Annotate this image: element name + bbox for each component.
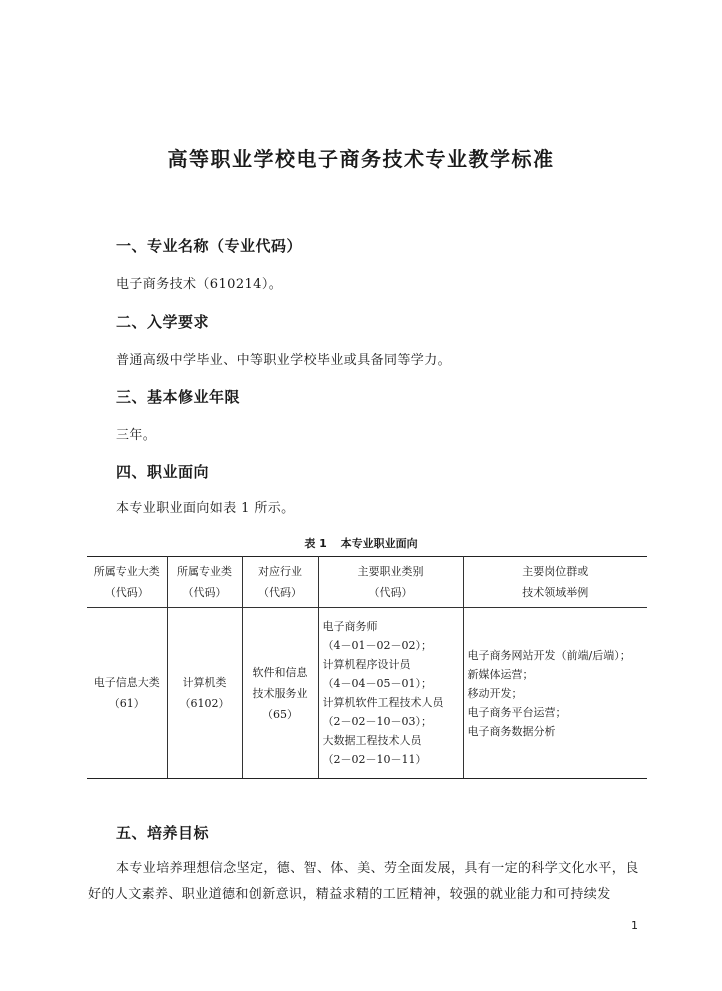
section-heading-2: 二、入学要求 — [116, 313, 210, 331]
header-major-class: 所属专业类 （代码） — [167, 557, 242, 608]
section-text-5: 本专业培养理想信念坚定，德、智、体、美、劳全面发展，具有一定的科学文化水平，良好的人文素养、职业道德和创新意识，精益求精的工匠精神，较强的就业能力和可持续发 — [88, 861, 639, 902]
table-caption — [0, 535, 722, 551]
cell-major-class: 计算机类 （6102） — [167, 608, 242, 779]
cell-industry: 软件和信息 技术服务业 （65） — [242, 608, 318, 779]
section-text-3: 三年。 — [116, 428, 157, 443]
cell-major-category: 电子信息大类 （61） — [87, 608, 167, 779]
header-occupation: 主要职业类别 （代码） — [318, 557, 463, 608]
section-text-2: 普通高级中学毕业、中等职业学校毕业或具备同等学力。 — [116, 353, 452, 368]
occupation-table — [87, 556, 647, 779]
header-industry: 对应行业 （代码） — [242, 557, 318, 608]
page-number: 1 — [631, 919, 638, 932]
header-major-category: 所属专业大类 （代码） — [87, 557, 167, 608]
section-heading-5: 五、培养目标 — [116, 824, 210, 842]
page-title: 高等职业学校电子商务技术专业教学标准 — [167, 147, 555, 171]
table-caption-title: 本专业职业面向 — [340, 537, 418, 550]
section-text-1: 电子商务技术（610214）。 — [116, 277, 283, 292]
table-caption-number: 表 1 — [304, 537, 327, 550]
header-positions: 主要岗位群或 技术领域举例 — [463, 557, 647, 608]
section-text-4: 本专业职业面向如表 1 所示。 — [116, 501, 295, 516]
section-heading-4: 四、职业面向 — [116, 463, 210, 481]
table-header-row — [87, 557, 647, 608]
section-heading-3: 三、基本修业年限 — [116, 388, 241, 406]
cell-occupations: 电子商务师 （4－01－02－02）； 计算机程序设计员 （4－04－05－01）； 计算机软件工程技术人员 （2－02－10－03）； 大数据工程技术人员 （2－02－10－11） — [318, 608, 463, 779]
table-row — [87, 608, 647, 779]
cell-positions: 电子商务网站开发（前端/后端）； 新媒体运营； 移动开发； 电子商务平台运营； 电子商务数据分析 — [463, 608, 647, 779]
section-heading-1: 一、专业名称（专业代码） — [116, 237, 303, 255]
